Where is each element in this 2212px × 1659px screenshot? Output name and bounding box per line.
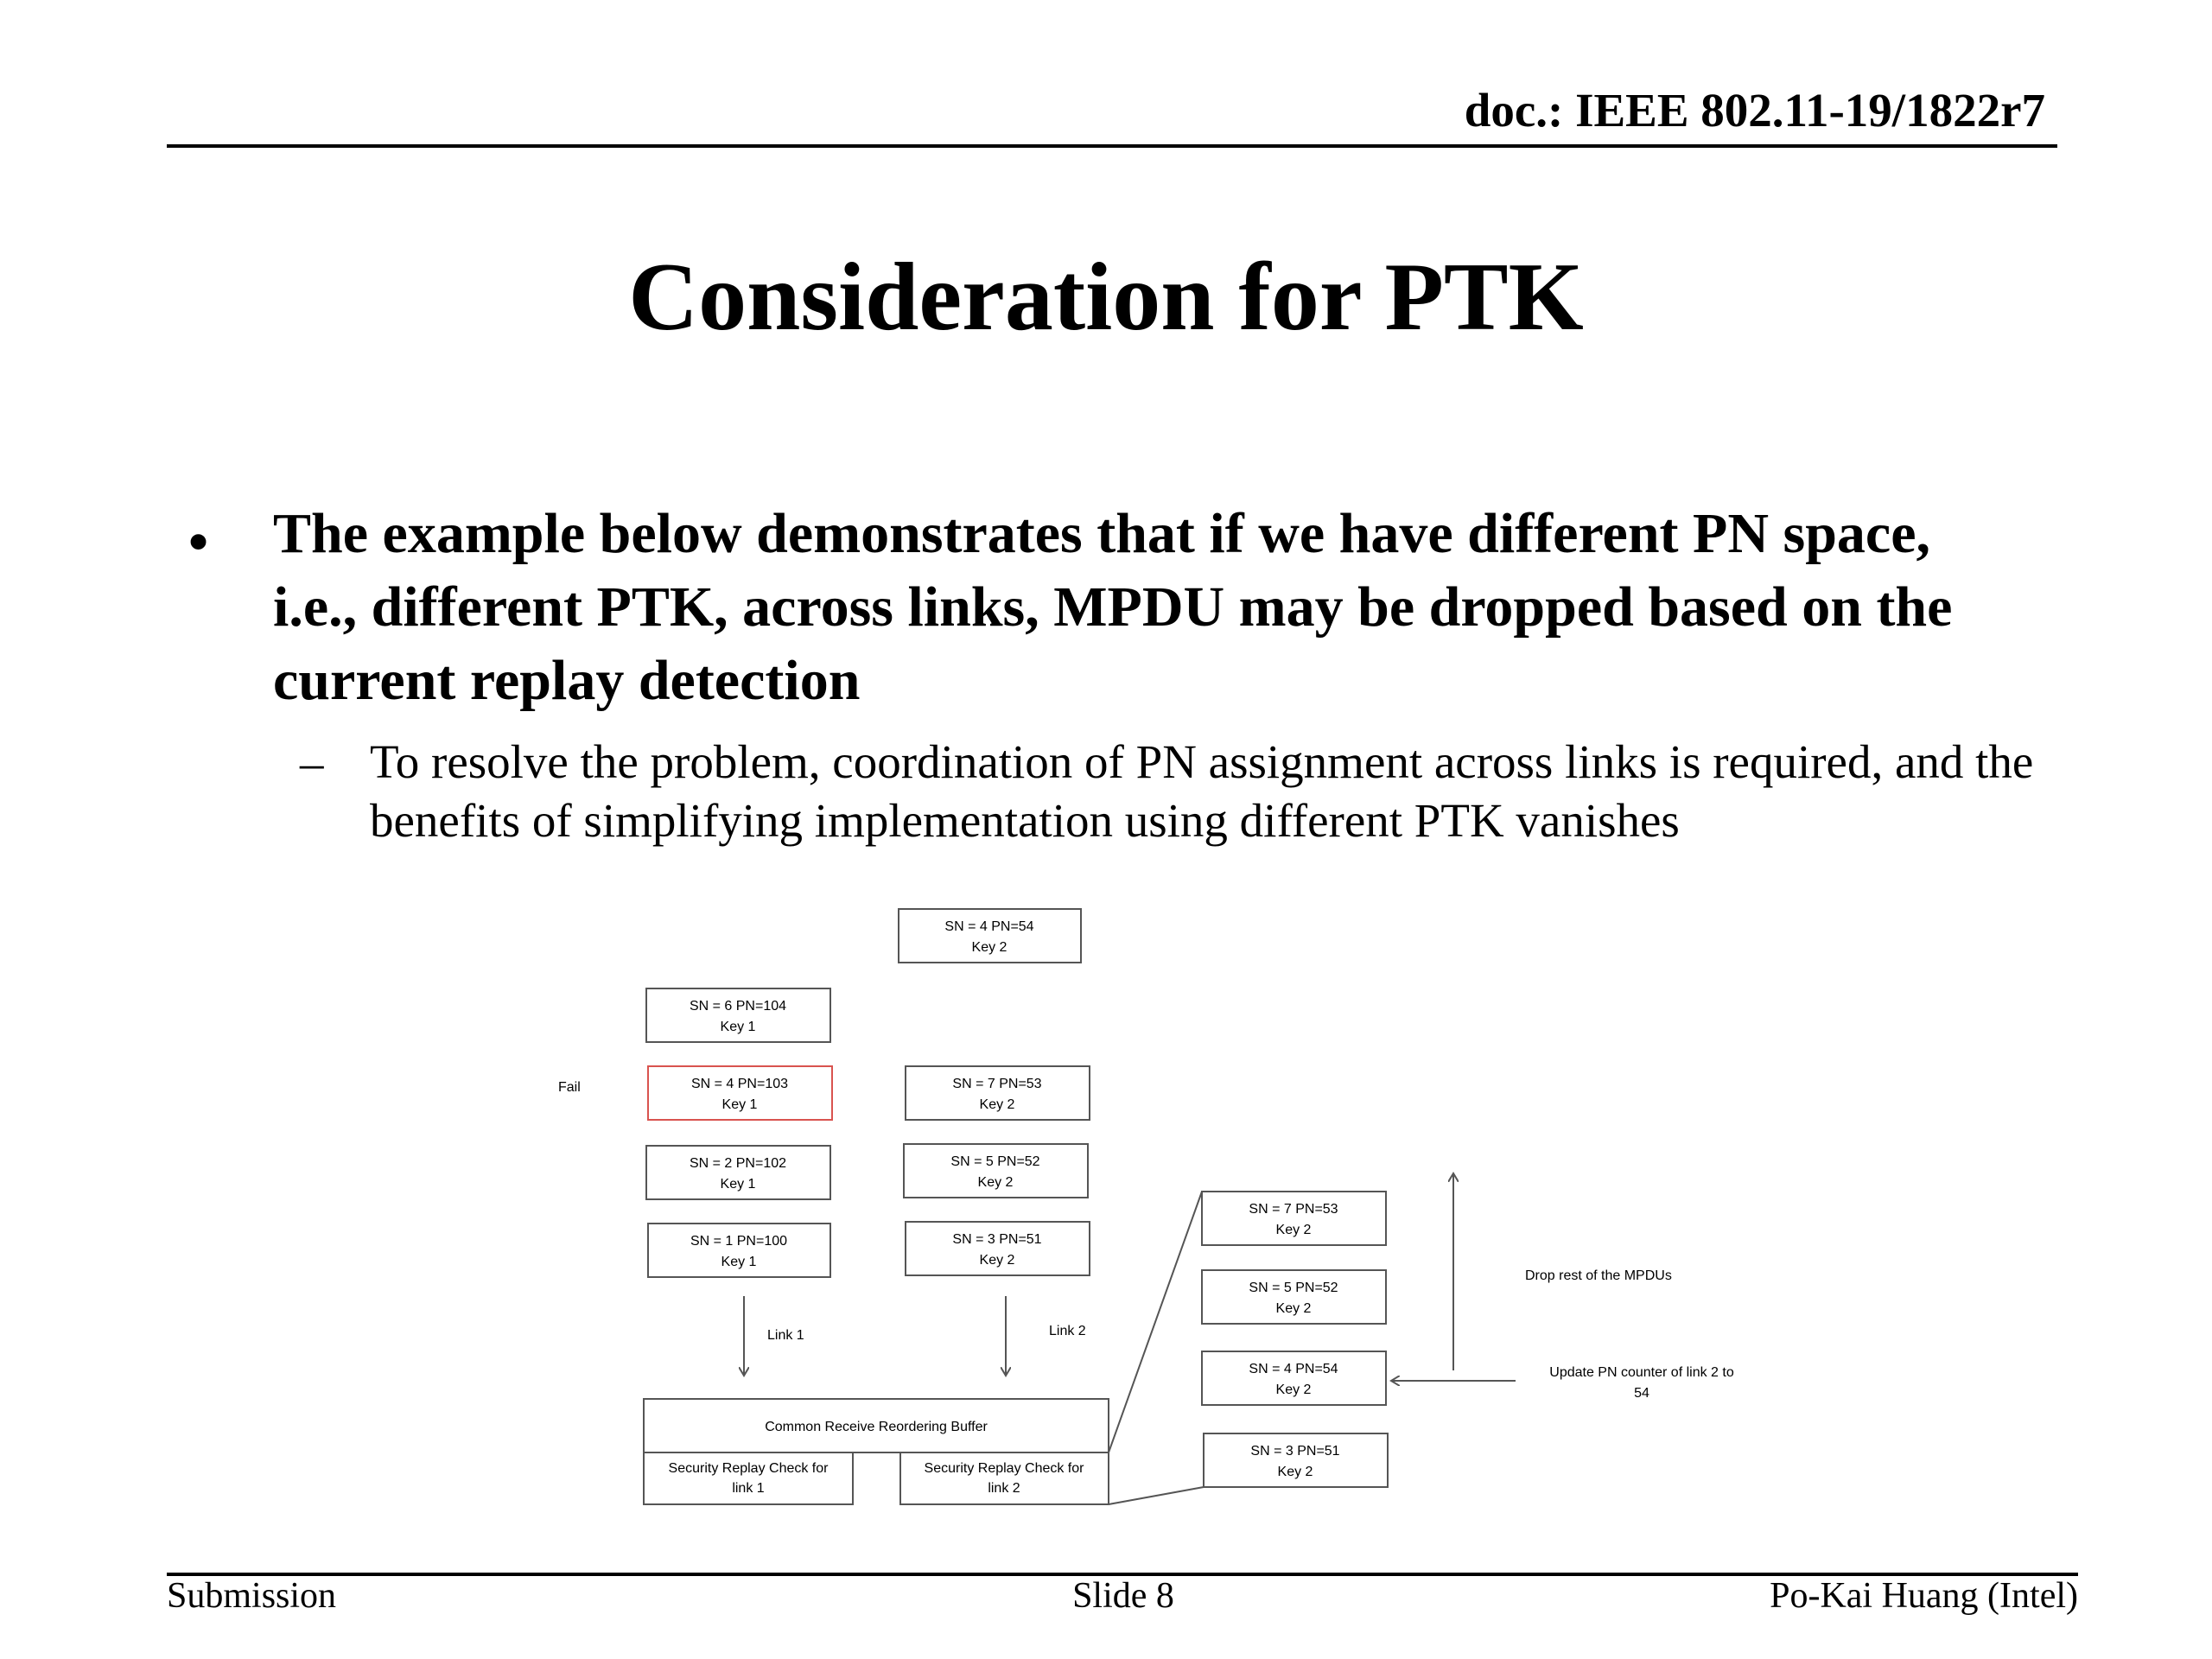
sub-bullet-marker: – [300,736,324,789]
replay-check-line2: link 2 [988,1481,1020,1496]
replay-check-line2: link 1 [732,1481,765,1496]
reorder-buffer [644,1399,1109,1452]
replay-check-line1: Security Replay Check for [668,1461,829,1476]
frame-line1: SN = 4 PN=54 [1249,1362,1338,1376]
frame-line1: SN = 5 PN=52 [950,1154,1040,1169]
frame-line1: SN = 3 PN=51 [1250,1444,1340,1459]
frame-line1: SN = 2 PN=102 [689,1156,787,1171]
frame-line2: Key 2 [977,1175,1014,1190]
replay-check-link1 [644,1452,853,1504]
frame-line2: Key 1 [720,1177,756,1192]
footer-author: Po-Kai Huang (Intel) [1770,1576,2078,1616]
update-label-line2: 54 [1634,1386,1649,1401]
link1-label: Link 1 [767,1328,804,1343]
frame-box [1202,1192,1386,1245]
frame-line2: Key 2 [1275,1301,1312,1316]
footer-submission: Submission [167,1576,337,1616]
frame-box [1204,1433,1388,1487]
drop-label: Drop rest of the MPDUs [1525,1268,1672,1283]
frame-box [906,1222,1090,1275]
frame-box [1202,1270,1386,1324]
frame-box [646,1146,830,1199]
frame-box [1202,1351,1386,1405]
frame-line1: SN = 4 PN=103 [690,1077,789,1091]
frame-line2: Key 2 [1277,1465,1313,1479]
frame-line2: Key 2 [1275,1223,1312,1237]
bullet-text: The example below demonstrates that if we have different PN space, i.e., different PTK, across links, MPDU may be dropped based on the current replay detection [273,502,1953,712]
frame-line2: Key 1 [720,1020,756,1034]
frame-box [904,1144,1088,1198]
frame-line2: Key 1 [721,1097,758,1112]
sub-bullet-text: To resolve the problem, coordination of PN assignment across links is required, and the benefits of simplifying implementation using different PTK vanishes [370,735,2034,847]
zoom-line-bottom [1109,1487,1204,1504]
frame-line1: SN = 5 PN=52 [1249,1281,1338,1295]
replay-check-line1: Security Replay Check for [924,1461,1084,1476]
replay-check-link2 [900,1452,1109,1504]
frame-line1: SN = 4 PN=54 [944,919,1034,934]
frame-box [646,988,830,1042]
slide-title: Consideration for PTK [628,244,1584,351]
fail-label: Fail [558,1080,581,1095]
frame-line2: Key 2 [1275,1382,1312,1397]
slide-number: Slide 8 [1072,1576,1174,1616]
frame-box [899,909,1081,963]
frame-line1: SN = 6 PN=104 [689,999,787,1014]
frame-line2: Key 2 [979,1097,1015,1112]
failed-frame-box [648,1066,832,1120]
frame-line1: SN = 3 PN=51 [952,1232,1042,1247]
buffer-label: Common Receive Reordering Buffer [765,1420,988,1434]
frame-line1: SN = 1 PN=100 [690,1234,788,1249]
document-id: doc.: IEEE 802.11-19/1822r7 [1464,84,2045,137]
frame-line2: Key 1 [721,1255,757,1269]
frame-line2: Key 2 [979,1253,1015,1268]
bullet-marker: • [188,511,209,574]
zoom-line-top [1109,1192,1202,1452]
frame-box [648,1224,830,1277]
update-label-line1: Update PN counter of link 2 to [1549,1365,1734,1380]
frame-box [906,1066,1090,1120]
link2-label: Link 2 [1049,1324,1086,1338]
frame-line1: SN = 7 PN=53 [952,1077,1042,1091]
frame-line1: SN = 7 PN=53 [1249,1202,1338,1217]
frame-line2: Key 2 [971,940,1007,955]
